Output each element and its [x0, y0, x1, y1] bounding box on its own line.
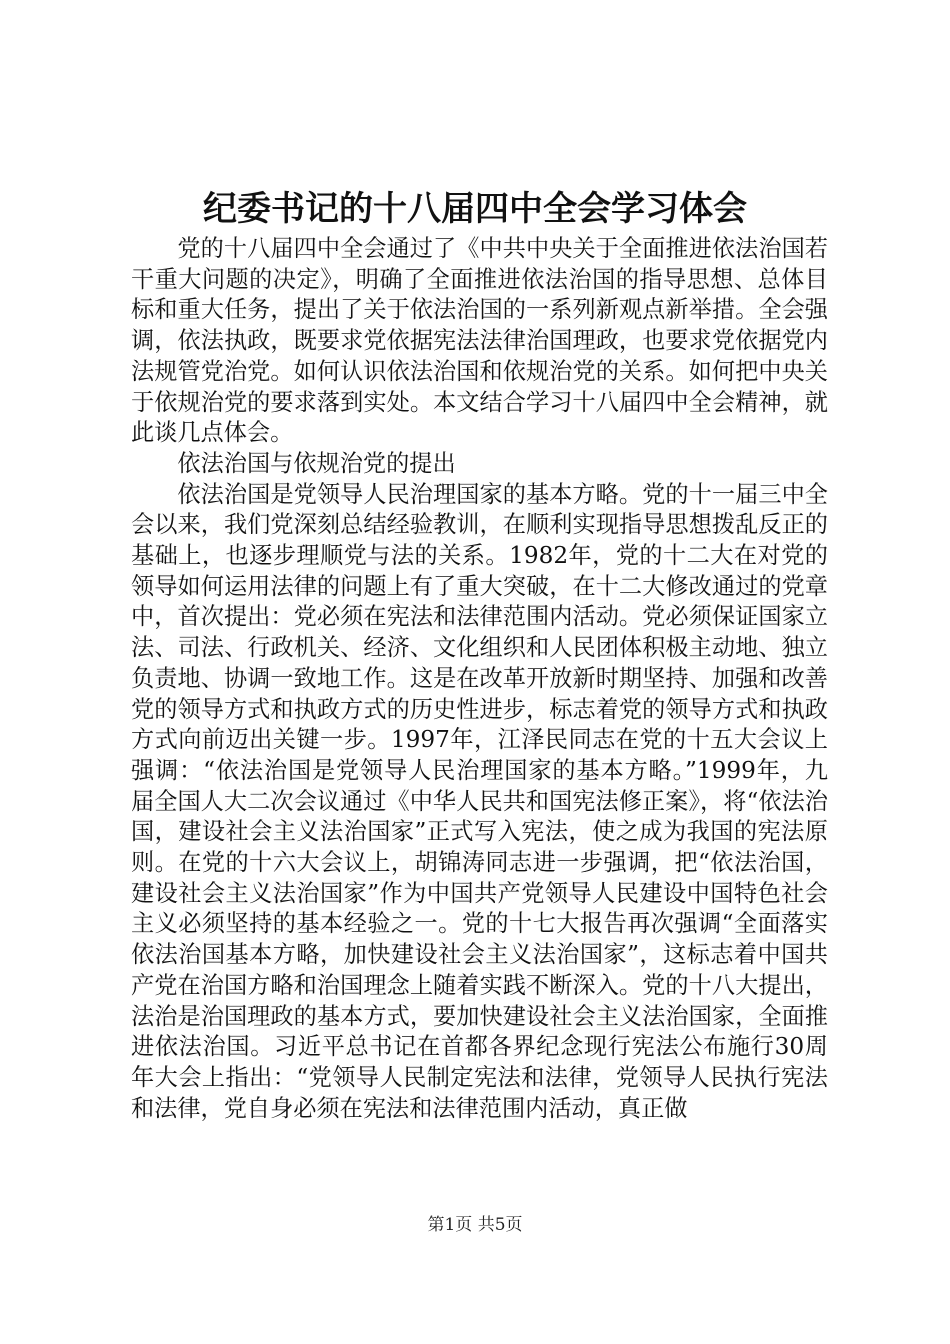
page-number-footer: 第1页 共5页	[427, 1215, 523, 1235]
paragraph-intro: 党的十八届四中全会通过了《中共中央关于全面推进依法治国若干重大问题的决定》，明确了全面推进依法治国的指导思想、总体目标和重大任务，提出了关于依法治国的一系列新观点新举措。全会强调，依法执政，既要求党依据宪法法律治国理政，也要求党依据党内法规管党治党。如何认识依法治国和依规治党的关系。如何把中央关于依规治党的要求落到实处。本文结合学习十八届四中全会精神，就此谈几点体会。	[131, 235, 828, 447]
paragraph-history: 依法治国是党领导人民治理国家的基本方略。党的十一届三中全会以来，我们党深刻总结经验教训，在顺利实现指导思想拨乱反正的基础上，也逐步理顺党与法的关系。1982年，党的十二大在对党的领导如何运用法律的问题上有了重大突破，在十二大修改通过的党章中，首次提出：党必须在宪法和法律范围内活动。党必须保证国家立法、司法、行政机关、经济、文化组织和人民团体积极主动地、独立负责地、协调一致地工作。这是在改革开放新时期坚持、加强和改善党的领导方式和执政方式的历史性进步，标志着党的领导方式和执政方式向前迈出关键一步。1997年，江泽民同志在党的十五大会议上强调：“依法治国是党领导人民治理国家的基本方略。”1999年，九届全国人大二次会议通过《中华人民共和国宪法修正案》，将“依法治国，建设社会主义法治国家”正式写入宪法，使之成为我国的宪法原则。在党的十六大会议上，胡锦涛同志进一步强调，把“依法治国，建设社会主义法治国家”作为中国共产党领导人民建设中国特色社会主义必须坚持的基本经验之一。党的十七大报告再次强调“全面落实依法治国基本方略，加快建设社会主义法治国家”，这标志着中国共产党在治国方略和治国理念上随着实践不断深入。党的十八大提出，法治是治国理政的基本方式，要加快建设社会主义法治国家，全面推进依法治国。习近平总书记在首都各界纪念现行宪法公布施行30周年大会上指出：“党领导人民制定宪法和法律，党领导人民执行宪法和法律，党自身必须在宪法和法律范围内活动，真正做	[131, 480, 828, 1122]
document-title: 纪委书记的十八届四中全会学习体会	[203, 189, 747, 229]
section-heading: 依法治国与依规治党的提出	[177, 449, 456, 477]
document-body	[131, 234, 828, 1124]
